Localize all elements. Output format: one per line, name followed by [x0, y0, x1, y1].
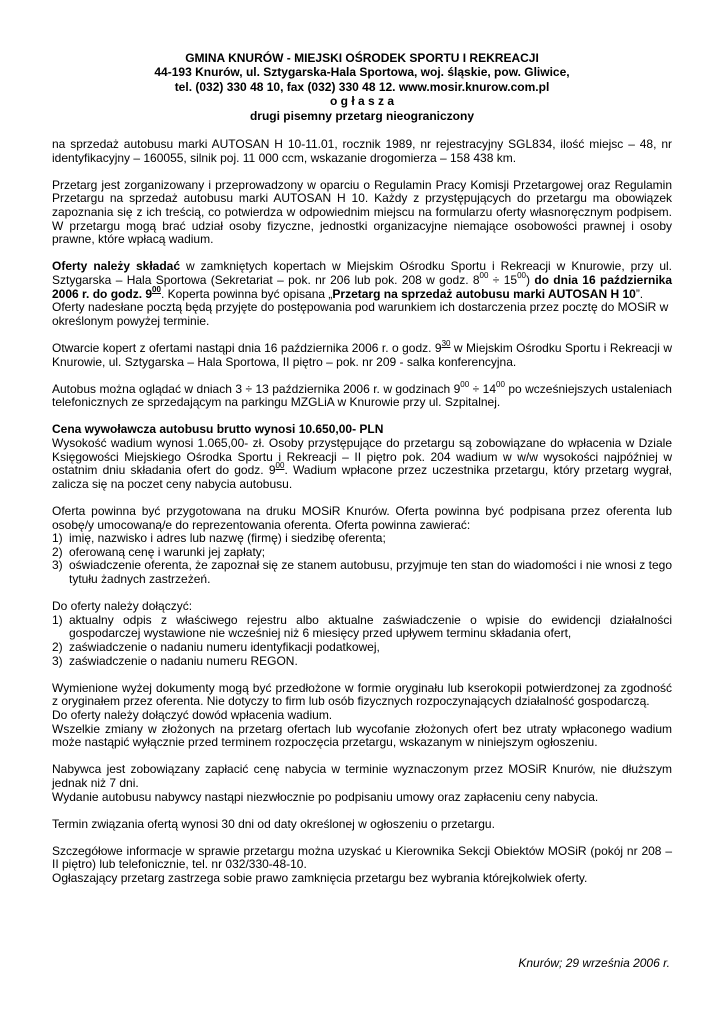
- paragraph-offer-form: Oferta powinna być przygotowana na druku MOSiR Knurów. Oferta powinna być podpisana przez oferenta lub osobę/y umocowaną/e do reprezentowania oferenta. Oferta powinna zawierać:: [52, 504, 672, 532]
- paragraph-changes: Wszelkie zmiany w złożonych na przetarg ofertach lub wycofanie złożonych ofert bez utraty wpłaconego wadium może nastąpić wyłącznie przed terminem rozpoczęcia przetargu, wskazanym w niniejszym ogłoszeniu.: [52, 721, 672, 750]
- paragraph-reservation: Ogłaszający przetarg zastrzega sobie prawo zamknięcia przetargu bez wybrania którejkolwiek oferty.: [52, 871, 588, 886]
- list-item: [52, 641, 672, 655]
- list-text: aktualny odpis z właściwego rejestru albo aktualne zaświadczenie o wpisie do ewidencji działalności gospodarczej wystawione nie wcześniej niż 6 miesięcy przed upływem terminu składania ofert,: [69, 612, 672, 641]
- paragraph-mail-offers: Oferty nadesłane pocztą będą przyjęte do postępowania pod warunkiem ich dostarczenia przez pocztę do MOSiR w określonym powyżej terminie.: [52, 300, 669, 328]
- submission-sup: 00: [152, 284, 161, 294]
- list-item: [52, 655, 672, 669]
- place-date-signature: Knurów; 29 września 2006 r.: [518, 956, 670, 970]
- header-institution: GMINA KNURÓW - MIEJSKI OŚRODEK SPORTU I REKREACJI: [185, 51, 539, 65]
- opening-text: Otwarcie kopert z ofertami nastąpi dnia 16 października 2006 r. o godz. 9: [52, 340, 442, 355]
- submission-sup: 00: [479, 270, 489, 280]
- opening-text: w Miejskim Ośrodku Sportu i Rekreacji w Knurowie, ul. Sztygarska – Hala Sportowa, II piętro – pok. nr 209 - salka konferencyjna.: [52, 340, 672, 369]
- viewing-text: po wcześniejszych ustaleniach telefonicznych ze sprzedającym na parkingu MZGLiA w Knurowie przy ul. Szpitalnej.: [52, 381, 672, 410]
- list-number: 1): [52, 531, 63, 546]
- paragraph-deposit-proof: Do oferty należy dołączyć dowód wpłacenia wadium.: [52, 707, 333, 722]
- document-header: [0, 51, 724, 123]
- list-number: 2): [52, 639, 63, 654]
- list-text: oferowaną cenę i warunki jej zapłaty;: [69, 544, 266, 559]
- paragraph-payment: Nabywca jest zobowiązany zapłacić cenę nabycia w terminie wyznaczonym przez MOSiR Knurów, nie dłuższym jednak niż 7 dni.: [52, 762, 672, 790]
- list-number: 2): [52, 544, 63, 559]
- deposit-text: . Wadium wpłacone przez uczestnika przetargu, który przetarg wygrał, zalicza się na poczet ceny nabycia autobusu.: [52, 463, 672, 491]
- viewing-text: ÷ 14: [469, 381, 496, 396]
- header-tender-type: drugi pisemny przetarg nieograniczony: [249, 108, 475, 123]
- list-item: [52, 559, 672, 586]
- list-text: zaświadczenie o nadaniu numeru REGON.: [69, 653, 298, 668]
- submission-text: . Koperta powinna być opisana „: [160, 286, 333, 301]
- list-text: imię, nazwisko i adres lub nazwę (firmę) i siedzibę oferenta;: [69, 531, 386, 546]
- price-heading: Cena wywoławcza autobusu brutto wynosi 10.650,00- PLN: [52, 422, 384, 437]
- paragraph-attachments: Do oferty należy dołączyć:: [52, 599, 193, 614]
- submission-text: ): [525, 272, 535, 287]
- header-address: 44-193 Knurów, ul. Sztygarska-Hala Sportowa, woj. śląskie, pow. Gliwice,: [154, 65, 570, 80]
- list-item: [52, 532, 672, 546]
- viewing-sup: 00: [460, 379, 470, 389]
- submission-sup: 00: [517, 270, 526, 280]
- list-text: oświadczenie oferenta, że zapoznał się ze stanem autobusu, przyjmuje ten stan do wiadomości i nie wnosi z tego tytułu żadnych zastrzeżeń.: [69, 558, 672, 586]
- paragraph-handover: Wydanie autobusu nabywcy nastąpi niezwłocznie po podpisaniu umowy oraz zapłaceniu ceny nabycia.: [52, 789, 599, 804]
- list-item: [52, 546, 672, 560]
- list-number: 3): [52, 653, 63, 668]
- submission-text: w zamkniętych kopertach w Miejskim Ośrodku Sportu i Rekreacji w Knurowie, przy ul. Sztygarska – Hala Sportowa (Sekretariat – pok. nr 206 lub pok. 208 w godz. 8: [52, 259, 672, 287]
- document-body: [52, 138, 672, 886]
- list-number: 3): [52, 558, 63, 573]
- submission-envelope-label: Przetarg na sprzedaż autobusu marki AUTOSAN H 10: [332, 286, 636, 301]
- paragraph-information: Szczegółowe informacje w sprawie przetargu można uzyskać u Kierownika Sekcji Obiektów MOSiR (pokój nr 208 – II piętro) lub telefonicznie, tel. nr 032/330-48-10.: [52, 843, 672, 872]
- deposit-text: Wysokość wadium wynosi 1.065,00- zł. Osoby przystępujące do przetargu są zobowiązane do wpłacenia w Dziale Księgowości Miejskiego Ośrodka Sportu i Rekreacji – II piętro pok. 204 wadium w w/w wysokości najpóźniej w ostatnim dniu składania ofert do godz. 9: [52, 436, 672, 478]
- submission-bold-lead: Oferty należy składać: [52, 259, 181, 274]
- submission-text: ÷ 15: [488, 272, 518, 287]
- viewing-text: Autobus można oglądać w dniach 3 ÷ 13 października 2006 r. w godzinach 9: [52, 381, 461, 396]
- submission-deadline: do dnia 16 października 2006 r. do godz. 9: [52, 272, 673, 301]
- list-item: [52, 614, 672, 641]
- header-announces: o g ł a s z a: [329, 94, 395, 109]
- paragraph-documents: Wymienione wyżej dokumenty mogą być przedłożone w formie oryginału lub kserokopii potwierdzonej za zgodność z oryginałem przez oferenta. Nie dotyczy to firm lub osób fizycznych rozpoczynających działalność gospodarczą.: [52, 680, 672, 709]
- paragraph-subject: na sprzedaż autobusu marki AUTOSAN H 10-11.01, rocznik 1989, nr rejestracyjny SGL834, ilość miejsc – 48, nr identyfikacyjny – 160055, silnik poj. 11 000 ccm, wskazanie drogomierza – 158 438 km.: [52, 137, 672, 165]
- deposit-sup: 00: [275, 461, 285, 471]
- paragraph-opening: [52, 338, 672, 369]
- list-number: 1): [52, 612, 63, 627]
- opening-sup: 30: [441, 338, 451, 348]
- header-contact: tel. (032) 330 48 10, fax (032) 330 48 12. www.mosir.knurow.com.pl: [174, 79, 550, 94]
- paragraph-binding-term: Termin związania ofertą wynosi 30 dni od daty określonej w ogłoszeniu o przetargu.: [52, 816, 495, 831]
- paragraph-deposit: [52, 437, 672, 491]
- paragraph-viewing: [52, 379, 672, 410]
- viewing-sup: 00: [496, 379, 505, 389]
- submission-text: ”.: [635, 286, 644, 301]
- list-text: zaświadczenie o nadaniu numeru identyfikacji podatkowej,: [69, 639, 380, 654]
- paragraph-submission: [52, 260, 672, 301]
- paragraph-rules: Przetarg jest zorganizowany i przeprowadzony w oparciu o Regulamin Pracy Komisji Przetargowej oraz Regulamin Przetargu na sprzedaż autobusu marki AUTOSAN H 10. Każdy z przystępujących do przetargu ma obowiązek zapoznania się z ich treścią, co potwierdza w odpowiednim miejscu na formularzu oferty własnoręcznym podpisem. W przetargu mogą brać udział osoby fizyczne, jednostki organizacyjne niemające osobowości prawnej i osoby prawne, które wpłacą wadium.: [52, 177, 672, 247]
